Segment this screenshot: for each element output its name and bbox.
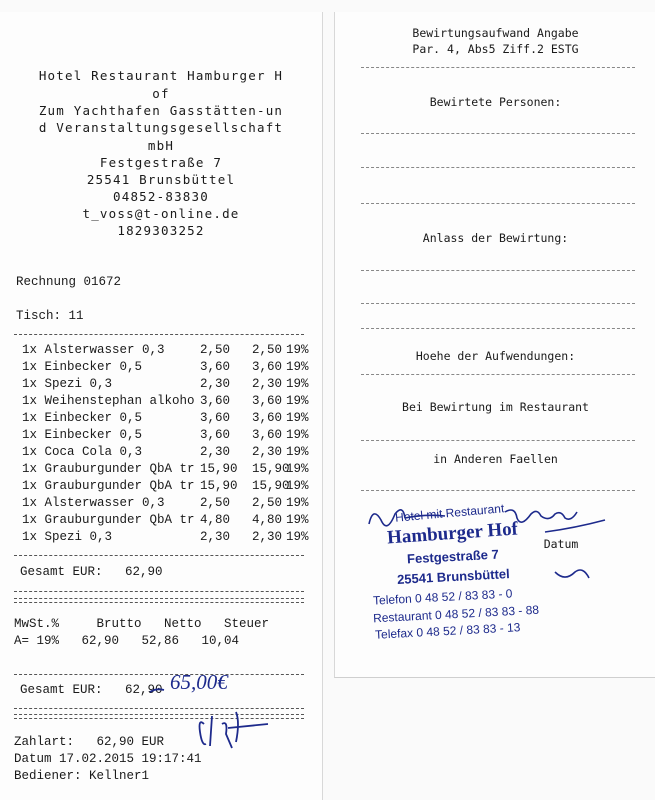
- item-name: 1x Grauburgunder QbA tr: [22, 462, 195, 476]
- item-tax: 19%: [286, 394, 309, 408]
- item-name: 1x Einbecker 0,5: [22, 411, 143, 425]
- item-tax: 19%: [286, 496, 309, 510]
- item-total: 2,50: [252, 343, 283, 357]
- handwritten-signature: [335, 12, 655, 677]
- item-price: 3,60: [200, 360, 231, 374]
- payment-line: Zahlart: 62,90 EUR: [14, 735, 165, 749]
- server-line: Bediener: Kellner1: [14, 769, 150, 783]
- receipt-header-line: t_voss@t-online.de: [82, 206, 240, 221]
- item-total: 2,30: [252, 530, 283, 544]
- item-name: 1x Einbecker 0,5: [22, 428, 143, 442]
- receipt-header-line: Zum Yachthafen Gasstätten-un: [38, 103, 284, 118]
- item-name: 1x Alsterwasser 0,3: [22, 496, 165, 510]
- item-tax: 19%: [286, 411, 309, 425]
- reason-label: Anlass der Bewirtung:: [422, 231, 569, 245]
- item-total: 3,60: [252, 411, 283, 425]
- receipt-header-line: 1829303252: [117, 223, 205, 238]
- item-total: 2,30: [252, 445, 283, 459]
- receipt-header-line: 04852-83830: [113, 189, 209, 204]
- receipt-header-line: d Veranstaltungsgesellschaft: [38, 120, 284, 135]
- item-name: 1x Alsterwasser 0,3: [22, 343, 165, 357]
- item-price: 2,50: [200, 343, 231, 357]
- item-price: 15,90: [200, 462, 238, 476]
- item-price: 3,60: [200, 428, 231, 442]
- item-tax: 19%: [286, 360, 309, 374]
- item-tax: 19%: [286, 530, 309, 544]
- item-price: 3,60: [200, 411, 231, 425]
- form-title: Bewirtungsaufwand Angabe: [412, 26, 579, 40]
- item-tax: 19%: [286, 343, 309, 357]
- item-total: 15,90: [252, 479, 290, 493]
- total-line: Gesamt EUR: 62,90: [20, 565, 163, 579]
- form-subtitle: Par. 4, Abs5 Ziff.2 ESTG: [412, 42, 579, 56]
- item-total: 3,60: [252, 428, 283, 442]
- item-price: 2,50: [200, 496, 231, 510]
- restaurant-label: Bei Bewirtung im Restaurant: [402, 400, 589, 414]
- table-number: Tisch: 11: [16, 309, 84, 323]
- receipt-header-line: Hotel Restaurant Hamburger H: [38, 68, 284, 83]
- receipt-header-line: of: [152, 86, 170, 101]
- stamp-line: Telefon 0 48 52 / 83 83 - 0: [372, 586, 513, 608]
- item-price: 2,30: [200, 445, 231, 459]
- item-price: 2,30: [200, 530, 231, 544]
- handwritten-total: 65,00€: [170, 670, 228, 694]
- signature-mark: [369, 510, 605, 578]
- stamp-line: Festgestraße 7: [406, 546, 500, 567]
- stamp-line: Telefax 0 48 52 / 83 83 - 13: [374, 620, 521, 642]
- vat-header: MwSt.% Brutto Netto Steuer: [14, 617, 270, 631]
- item-total: 2,50: [252, 496, 283, 510]
- receipt-header-line: 25541 Brunsbüttel: [86, 172, 236, 187]
- signature-mark: [200, 712, 269, 748]
- item-total: 2,30: [252, 377, 283, 391]
- item-name: 1x Weihenstephan alkoho: [22, 394, 195, 408]
- stamp-line: Hotel mit Restaurant: [394, 501, 505, 525]
- expense-form: [334, 12, 655, 678]
- item-price: 2,30: [200, 377, 231, 391]
- item-total: 15,90: [252, 462, 290, 476]
- item-tax: 19%: [286, 445, 309, 459]
- item-name: 1x Einbecker 0,5: [22, 360, 143, 374]
- date-label: Datum: [543, 537, 579, 551]
- item-tax: 19%: [286, 377, 309, 391]
- item-name: 1x Coca Cola 0,3: [22, 445, 143, 459]
- invoice-number: Rechnung 01672: [16, 275, 122, 289]
- total-line-2: Gesamt EUR: 62,90: [20, 683, 163, 697]
- item-tax: 19%: [286, 428, 309, 442]
- receipt-header-line: Festgestraße 7: [99, 155, 223, 170]
- item-tax: 19%: [286, 479, 309, 493]
- date-line: Datum 17.02.2015 19:17:41: [14, 752, 202, 766]
- item-price: 15,90: [200, 479, 238, 493]
- item-name: 1x Spezi 0,3: [22, 377, 113, 391]
- item-name: 1x Grauburgunder QbA tr: [22, 479, 195, 493]
- item-name: 1x Grauburgunder QbA tr: [22, 513, 195, 527]
- stamp-line: Restaurant 0 48 52 / 83 83 - 88: [372, 602, 540, 626]
- arrow-mark: [150, 689, 164, 692]
- item-price: 3,60: [200, 394, 231, 408]
- item-price: 4,80: [200, 513, 231, 527]
- item-total: 3,60: [252, 394, 283, 408]
- item-name: 1x Spezi 0,3: [22, 530, 113, 544]
- item-total: 4,80: [252, 513, 283, 527]
- item-tax: 19%: [286, 462, 309, 476]
- receipt: [0, 12, 323, 800]
- stamp-line: Hamburger Hof: [386, 518, 519, 549]
- item-total: 3,60: [252, 360, 283, 374]
- receipt-header-line: mbH: [147, 138, 175, 153]
- vat-row: A= 19% 62,90 52,86 10,04: [14, 634, 240, 648]
- other-label: in Anderen Faellen: [433, 452, 558, 466]
- item-tax: 19%: [286, 513, 309, 527]
- stamp-line: 25541 Brunsbüttel: [396, 566, 511, 587]
- handwriting-marks: [0, 12, 322, 800]
- amount-label: Hoehe der Aufwendungen:: [415, 349, 576, 363]
- persons-label: Bewirtete Personen:: [429, 95, 562, 109]
